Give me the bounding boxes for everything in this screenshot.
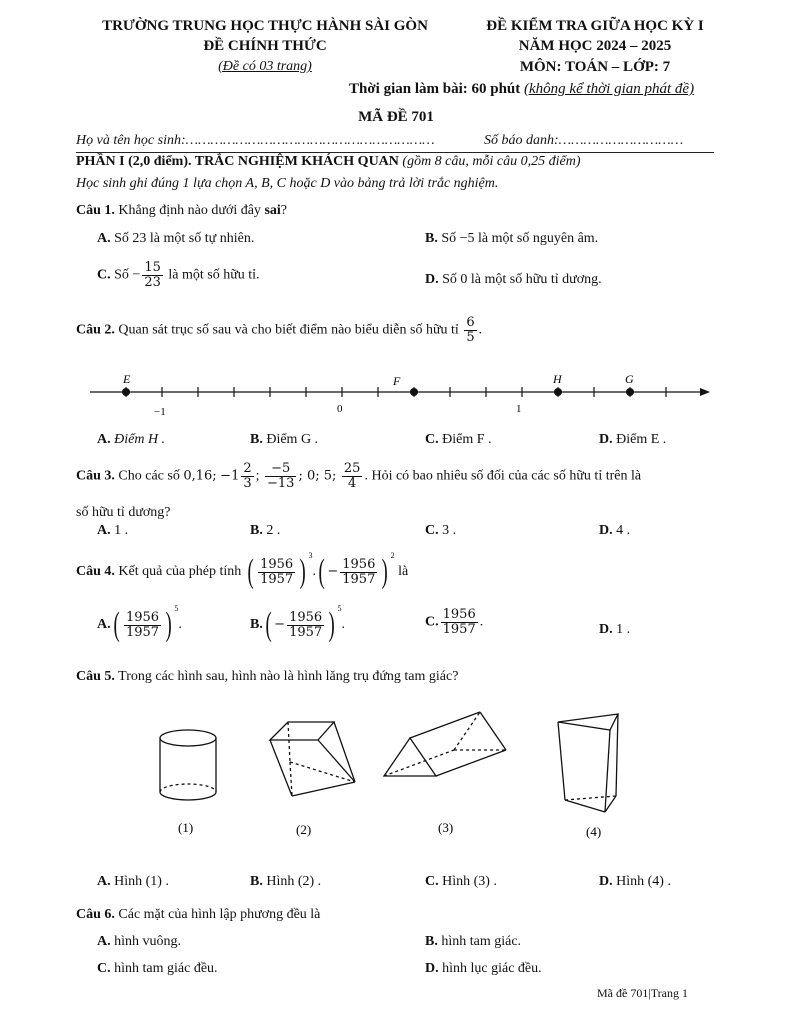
q6-b-text: hình tam giác. bbox=[441, 934, 522, 949]
q4-a-frac bbox=[124, 611, 161, 639]
school-year: NĂM HỌC 2024 – 2025 bbox=[518, 38, 672, 54]
number-line-point-h bbox=[554, 388, 562, 396]
q4-b-frac bbox=[287, 611, 324, 639]
q3-label: Câu 3. bbox=[76, 468, 115, 484]
letter-b: B. bbox=[425, 934, 438, 949]
q6-a-text: hình vuông. bbox=[114, 934, 182, 949]
page-footer: Mã đề 701|Trang 1 bbox=[597, 986, 688, 1000]
q3-option-b bbox=[250, 523, 280, 539]
q1-option-a bbox=[97, 231, 254, 247]
q3-text-post: . Hỏi có bao nhiêu số đối của các số hữu tỉ trên là bbox=[364, 468, 642, 484]
letter-b: B. bbox=[250, 432, 263, 447]
tick-label-minus1: −1 bbox=[154, 406, 166, 418]
q5-option-b bbox=[250, 874, 321, 890]
letter-b: B. bbox=[250, 523, 263, 538]
q6-d-text: hình lục giác đều. bbox=[442, 961, 542, 976]
number-line-point-g bbox=[626, 388, 634, 396]
q3-n3-num: −5 bbox=[265, 462, 296, 477]
q4-frac-1 bbox=[258, 558, 295, 586]
q5-c-text: Hình (3) . bbox=[442, 874, 497, 889]
q1-c-den: 23 bbox=[144, 274, 161, 290]
q4-b-den: 1957 bbox=[289, 624, 323, 640]
subject: MÔN: TOÁN – LỚP: 7 bbox=[519, 59, 671, 75]
q2-end: . bbox=[478, 322, 483, 338]
q1-c-fraction bbox=[142, 261, 163, 289]
q1-d-text: Số 0 là một số hữu tỉ dương. bbox=[442, 272, 602, 287]
q5-label: Câu 5. bbox=[76, 669, 115, 684]
number-line-arrow bbox=[700, 388, 710, 396]
letter-d: D. bbox=[599, 874, 613, 889]
q4-end: là bbox=[398, 564, 409, 580]
point-label-h: H bbox=[553, 372, 562, 386]
q6-option-b bbox=[425, 934, 521, 950]
letter-d: D. bbox=[425, 272, 439, 287]
school-name: TRƯỜNG TRUNG HỌC THỰC HÀNH SÀI GÒN bbox=[102, 18, 428, 34]
q4-b-exp: 5 bbox=[337, 604, 342, 613]
letter-d: D. bbox=[425, 961, 439, 976]
q1-emph: sai bbox=[264, 203, 281, 218]
q6-stem bbox=[76, 907, 320, 923]
q2-fraction bbox=[464, 316, 476, 344]
q1-end: ? bbox=[280, 203, 287, 218]
pages-note: (Đề có 03 trang) bbox=[218, 59, 312, 74]
q3-n2-whole: −1 bbox=[220, 468, 240, 484]
q3-c-text: 3 . bbox=[442, 523, 457, 538]
exam-code: MÃ ĐỀ 701 bbox=[358, 109, 434, 125]
q3-n2-num: 2 bbox=[243, 461, 252, 476]
q6-text: Các mặt của hình lập phương đều là bbox=[118, 907, 321, 922]
q2-c-text: Điểm F . bbox=[442, 432, 492, 447]
letter-a: A. bbox=[97, 617, 111, 633]
q4-text: Kết quả của phép tính bbox=[118, 564, 242, 580]
q1-c-post: là một số hữu tỉ. bbox=[168, 267, 260, 283]
official-label: ĐỀ CHÍNH THỨC bbox=[203, 38, 327, 54]
q4-option-c: C. $\frac{1956}{1957}$ . bbox=[425, 607, 484, 637]
q5-option-c bbox=[425, 874, 497, 890]
q4-label: Câu 4. bbox=[76, 564, 115, 580]
q4-den-2: 1957 bbox=[342, 571, 376, 587]
q6-option-c bbox=[97, 961, 218, 977]
solid-figures bbox=[140, 700, 660, 850]
letter-b: B. bbox=[425, 231, 438, 246]
q4-num-2: 1956 bbox=[342, 556, 376, 572]
part1-instruction: Học sinh ghi đúng 1 lựa chọn A, B, C hoặc D vào bảng trả lời trắc nghiệm. bbox=[76, 176, 499, 191]
part1-title bbox=[76, 154, 580, 170]
exam-title: ĐỀ KIỂM TRA GIỮA HỌC KỲ I bbox=[486, 18, 704, 34]
fig-label-3: (3) bbox=[438, 820, 454, 835]
fig-label-4: (4) bbox=[586, 824, 602, 839]
letter-c: C. bbox=[425, 523, 439, 538]
letter-b: B. bbox=[250, 874, 263, 889]
q1-c-pre: Số − bbox=[114, 267, 141, 283]
q6-option-a bbox=[97, 934, 181, 950]
letter-c: C. bbox=[97, 961, 111, 976]
q1-option-d bbox=[425, 272, 602, 288]
q3-option-d bbox=[599, 523, 630, 539]
q1-a-text: Số 23 là một số tự nhiên. bbox=[114, 231, 255, 246]
letter-a: A. bbox=[97, 523, 111, 538]
letter-a: A. bbox=[97, 934, 111, 949]
q5-stem bbox=[76, 669, 458, 685]
q2-b-text: Điểm G . bbox=[266, 432, 319, 447]
q4-num-1: 1956 bbox=[260, 556, 294, 572]
q3-d-text: 4 . bbox=[616, 523, 631, 538]
q2-a-text: Điểm H . bbox=[114, 432, 166, 447]
q4-a-den: 1957 bbox=[125, 624, 160, 640]
time-line bbox=[349, 81, 694, 98]
q5-option-a bbox=[97, 874, 169, 890]
time-label: Thời gian làm bài: 60 phút bbox=[349, 81, 521, 97]
q5-a-text: Hình (1) . bbox=[114, 874, 169, 889]
letter-b: B. bbox=[250, 617, 263, 633]
q3-option-a bbox=[97, 523, 128, 539]
q3-n5-den: 4 bbox=[348, 475, 357, 491]
tick-label-1: 1 bbox=[516, 403, 522, 415]
q5-b-text: Hình (2) . bbox=[266, 874, 322, 889]
q6-c-text: hình tam giác đều. bbox=[114, 961, 218, 976]
q1-text: Khẳng định nào dưới đây bbox=[118, 203, 261, 218]
q3-text-pre: Cho các số bbox=[118, 468, 180, 484]
q6-label: Câu 6. bbox=[76, 907, 115, 922]
point-label-e: E bbox=[123, 372, 131, 386]
letter-d: D. bbox=[599, 523, 613, 538]
q4-exp-2: 2 bbox=[390, 551, 395, 560]
triangular-prism-figure bbox=[384, 712, 506, 776]
letter-a: A. bbox=[97, 432, 111, 447]
number-line-point-e bbox=[122, 388, 130, 396]
q4-c-num: 1956 bbox=[442, 607, 476, 622]
number-line bbox=[80, 368, 720, 420]
letter-d: D. bbox=[599, 622, 613, 637]
frustum-figure bbox=[270, 722, 355, 796]
q5-d-text: Hình (4) . bbox=[616, 874, 671, 889]
q4-a-exp: 5 bbox=[174, 604, 179, 613]
q4-option-d bbox=[599, 622, 630, 638]
quadrilateral-solid-figure bbox=[558, 714, 618, 812]
q1-option-c bbox=[97, 261, 260, 289]
fig-label-1: (1) bbox=[178, 820, 194, 835]
q2-text: Quan sát trục số sau và cho biết điểm nào biểu diễn số hữu tỉ bbox=[118, 322, 459, 338]
q5-text: Trong các hình sau, hình nào là hình lăng trụ đứng tam giác? bbox=[118, 669, 459, 684]
tick-label-0: 0 bbox=[337, 403, 343, 415]
q4-option-a: A.( $\frac{1956}{1957}$ ) $^5$. bbox=[97, 604, 182, 643]
q3-n2-den: 3 bbox=[243, 475, 252, 491]
q2-option-d bbox=[599, 432, 666, 448]
student-name-field: Họ và tên học sinh:…………………………………………………… bbox=[76, 133, 435, 148]
q4-c-frac bbox=[441, 608, 478, 636]
q1-option-b bbox=[425, 231, 598, 247]
q3-n3-fraction bbox=[265, 462, 296, 490]
fig-label-2: (2) bbox=[296, 822, 312, 837]
q5-option-d bbox=[599, 874, 671, 890]
letter-a: A. bbox=[97, 874, 111, 889]
time-note: (không kể thời gian phát đề) bbox=[524, 81, 695, 97]
number-line-point-f bbox=[410, 388, 418, 396]
letter-c: C. bbox=[425, 874, 439, 889]
q4-frac-2 bbox=[340, 558, 377, 586]
q2-label: Câu 2. bbox=[76, 322, 115, 338]
q2-option-c bbox=[425, 432, 492, 448]
q2-d-text: Điểm E . bbox=[616, 432, 667, 447]
q4-b-num: 1956 bbox=[289, 609, 323, 625]
q3-n5-num: 25 bbox=[343, 461, 361, 476]
q4-option-b: B.( − $\frac{1956}{1957}$ ) $^5$. bbox=[250, 604, 345, 643]
student-id-field: Số báo danh:………………………… bbox=[484, 133, 684, 148]
q3-option-c bbox=[425, 523, 456, 539]
point-label-f: F bbox=[393, 374, 401, 388]
q2-option-b bbox=[250, 432, 318, 448]
q1-stem bbox=[76, 203, 287, 219]
q3-a-text: 1 . bbox=[114, 523, 129, 538]
q3-n5-fraction bbox=[342, 462, 363, 490]
letter-d: D. bbox=[599, 432, 613, 447]
q2-option-a bbox=[97, 432, 165, 448]
letter-c: C. bbox=[425, 432, 439, 447]
q4-den-1: 1957 bbox=[260, 571, 294, 587]
q4-d-text: 1 . bbox=[616, 622, 631, 637]
q1-c-num: 15 bbox=[144, 260, 161, 275]
q1-b-text: Số −5 là một số nguyên âm. bbox=[441, 231, 599, 246]
letter-a: A. bbox=[97, 231, 111, 246]
q2-num: 6 bbox=[466, 315, 475, 330]
cylinder-figure bbox=[160, 730, 216, 800]
q4-stem: Câu 4. Kết quả của phép tính ( $\frac{1956}{1957}$ ) $^3$.( − $\frac{1956}{1957}$ ) $^2$ là bbox=[76, 551, 409, 590]
letter-c: C. bbox=[97, 267, 111, 283]
q3-stem: Câu 3. Cho các số 0,16; −1 $\frac{2}{3}$ ; $\frac{-5}{-13}$ ; 0; 5; $\frac{25}{4}$ . Hỏi có bao nhiêu số đối của các số hữu tỉ trên là bbox=[76, 461, 642, 491]
q6-option-d bbox=[425, 961, 542, 977]
q2-stem bbox=[76, 316, 482, 344]
q3-n1: 0,16; bbox=[183, 468, 217, 484]
q3-n4: ; 0; 5; bbox=[298, 468, 337, 484]
divider bbox=[76, 152, 714, 153]
part1-note: (gồm 8 câu, mỗi câu 0,25 điểm) bbox=[402, 154, 581, 169]
q3-b-text: 2 . bbox=[266, 523, 281, 538]
q3-n3-den: −13 bbox=[267, 475, 295, 491]
q1-label: Câu 1. bbox=[76, 203, 115, 218]
q3-n2-fraction bbox=[241, 462, 253, 490]
q4-a-num: 1956 bbox=[125, 609, 160, 625]
q3-stem-line2: số hữu tỉ dương? bbox=[76, 505, 171, 520]
point-label-g: G bbox=[625, 372, 634, 386]
part1-heading: PHẦN I (2,0 điểm). TRẮC NGHIỆM KHÁCH QUAN bbox=[76, 154, 399, 169]
q4-exp-1: 3 bbox=[308, 551, 313, 560]
letter-c: C. bbox=[425, 614, 439, 630]
q4-c-den: 1957 bbox=[442, 621, 476, 637]
q2-den: 5 bbox=[466, 329, 475, 345]
